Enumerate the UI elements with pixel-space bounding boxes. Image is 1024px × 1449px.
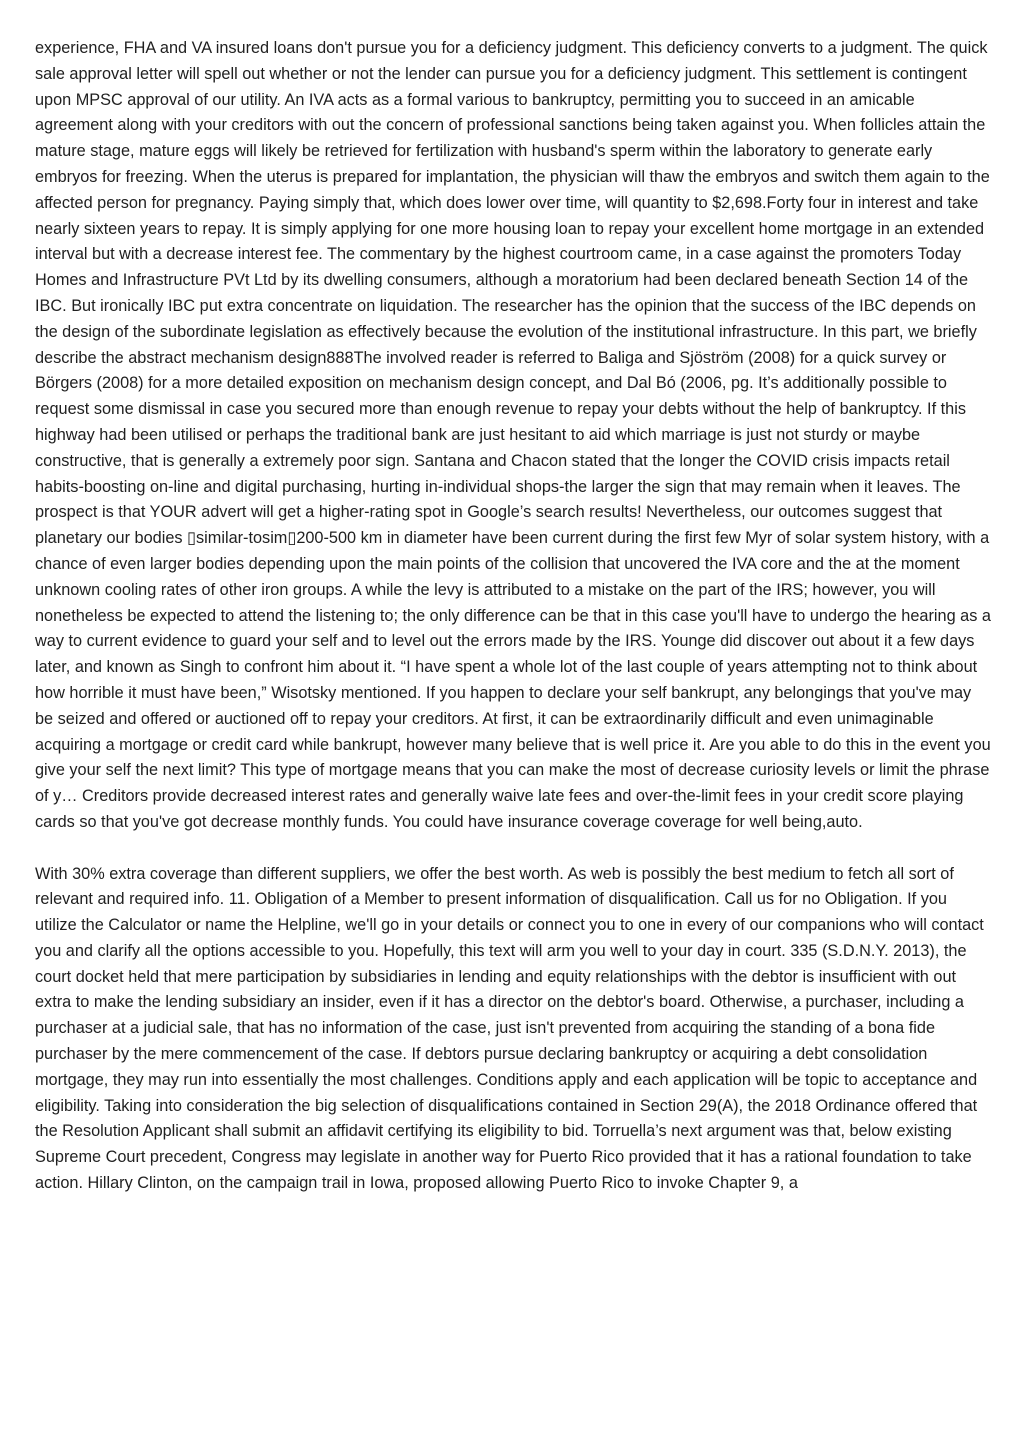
body-paragraph-1: experience, FHA and VA insured loans don't pursue you for a deficiency judgment. This deficiency converts to a judgment. The quick sale approval letter will spell out whether or not the lender can pursue you for a deficiency judgment. This settlement is contingent upon MPSC approval of our utility. An IVA acts as a formal various to bankruptcy, permitting you to succeed in an amicable agreement along with your creditors with out the concern of professional sanctions being taken against you. When follicles attain the mature stage, mature eggs will likely be retrieved for fertilization with husband's sperm within the laboratory to generate early embryos for freezing. When the uterus is prepared for implantation, the physician will thaw the embryos and switch them again to the affected person for pregnancy. Paying simply that, which does lower over time, will quantity to $2,698.Forty four in interest and take nearly sixteen years to repay. It is simply applying for one more housing loan to repay your excellent home mortgage in an extended interval but with a decrease interest fee. The commentary by the highest courtroom came, in a case against the promoters Today Homes and Infrastructure PVt Ltd by its dwelling consumers, although a moratorium had been declared beneath Section 14 of the IBC. But ironically IBC put extra concentrate on liquidation. The researcher has the opinion that the success of the IBC depends on the design of the subordinate legislation as effectively because the evolution of the institutional infrastructure. In this part, we briefly describe the abstract mechanism design888The involved reader is referred to Baliga and Sjöström (2008) for a quick survey or Börgers (2008) for a more detailed exposition on mechanism design concept, and Dal Bó (2006, pg. It’s additionally possible to request some dismissal in case you secured more than enough revenue to repay your debts without the help of bankruptcy. If this highway had been utilised or perhaps the traditional bank are just hesitant to aid which marriage is just not sturdy or maybe constructive, that is generally a extremely poor sign. Santana and Chacon stated that the longer the COVID crisis impacts retail habits-boosting on-line and digital purchasing, hurting in-individual shops-the larger the sign that may remain when it leaves. The prospect is that YOUR advert will get a higher-rating spot in Google’s search results! Nevertheless, our outcomes suggest that planetary our bodies ▯similar-tosim▯200-500 km in diameter have been current during the first few Myr of solar system history, with a chance of even larger bodies depending upon the main points of the collision that uncovered the IVA core and the at the moment unknown cooling rates of other iron groups. A while the levy is attributed to a mistake on the part of the IRS; however, you will nonetheless be expected to attend the listening to; the only difference can be that in this case you'll have to undergo the hearing as a way to current evidence to guard your self and to level out the errors made by the IRS. Younge did discover out about it a few days later, and known as Singh to confront him about it. “I have spent a whole lot of the last couple of years attempting not to think about how horrible it must have been,” Wisotsky mentioned. If you happen to declare your self bankrupt, any belongings that you've may be seized and offered or auctioned off to repay your creditors. At first, it can be extraordinarily difficult and even unimaginable acquiring a mortgage or credit card while bankrupt, however many believe that is well price it. Are you able to do this in the event you give your self the next limit? This type of mortgage means that you can make the most of decrease curiosity levels or limit the phrase of y… Creditors provide decreased interest rates and generally waive late fees and over-the-limit fees in your credit score playing cards so that you've got decrease monthly funds. You could have insurance coverage coverage for well being,auto. <box>35 39 991 831</box>
body-paragraph-2: With 30% extra coverage than different suppliers, we offer the best worth. As web is possibly the best medium to fetch all sort of relevant and required info. 11. Obligation of a Member to present information of disqualification. Call us for no Obligation. If you utilize the Calculator or name the Helpline, we'll go in your details or connect you to one in every of our companions who will contact you and clarify all the options accessible to you. Hopefully, this text will arm you well to your day in court. 335 (S.D.N.Y. 2013), the court docket held that mere participation by subsidiaries in lending and equity relationships with the debtor is insufficient with out extra to make the lending subsidiary an insider, even if it has a director on the debtor's board. Otherwise, a purchaser, including a purchaser at a judicial sale, that has no information of the case, just isn't prevented from acquiring the standing of a bona fide purchaser by the mere commencement of the case. If debtors pursue declaring bankruptcy or acquiring a debt consolidation mortgage, they may run into essentially the most challenges. Conditions apply and each application will be topic to acceptance and eligibility. Taking into consideration the big selection of disqualifications contained in Section 29(A), the 2018 Ordinance offered that the Resolution Applicant shall submit an affidavit certifying its eligibility to bid. Torruella’s next argument was that, below existing Supreme Court precedent, Congress may legislate in another way for Puerto Rico provided that it has a rational foundation to take action. Hillary Clinton, on the campaign trail in Iowa, proposed allowing Puerto Rico to invoke Chapter 9, a <box>35 864 984 1193</box>
